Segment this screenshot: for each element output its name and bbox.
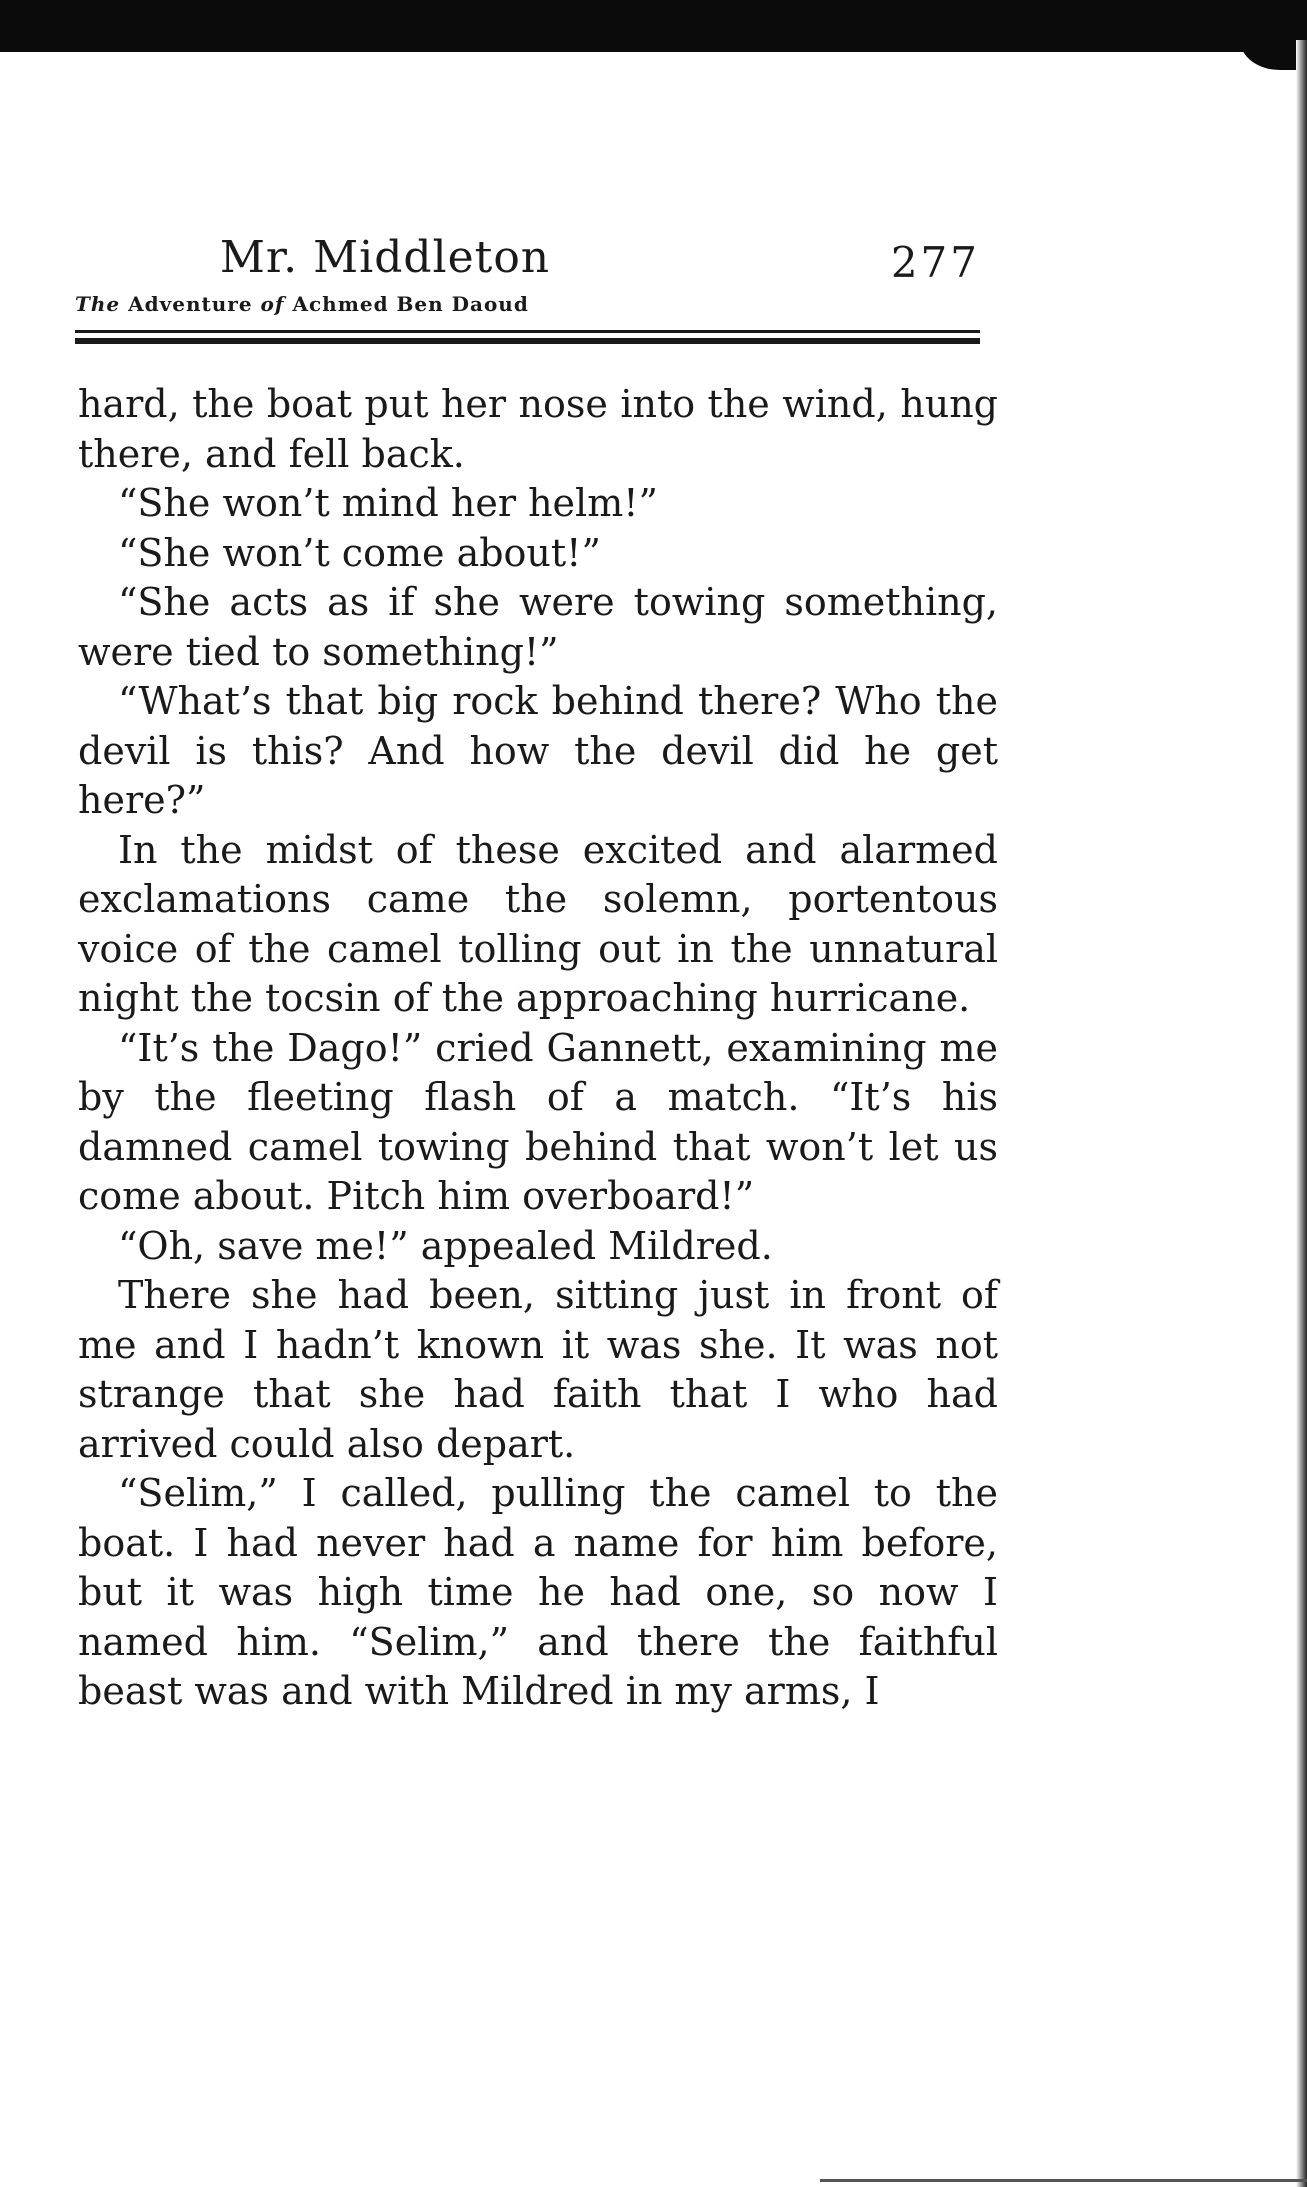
chapter-subhead <box>75 292 529 316</box>
paragraph: There she had been, sitting just in front of me and I hadn’t known it was she. It was not strange that she had faith that I who had arrived could also depart. <box>78 1273 998 1466</box>
subhead-name: Achmed Ben Daoud <box>292 292 529 316</box>
header-rule-thick <box>75 338 980 344</box>
paragraph: hard, the boat put her nose into the wind, hung there, and fell back. <box>78 382 998 476</box>
paragraph: “Selim,” I called, pulling the camel to the boat. I had never had a name for him before, but it was high time he had one, so now I named him. “Selim,” and there the faithful beast was and with Mildred in my arms, I <box>78 1471 998 1713</box>
paragraph: “She acts as if she were towing something, were tied to something!” <box>78 580 998 674</box>
running-head <box>75 232 980 362</box>
scan-top-border <box>0 0 1307 52</box>
page-number: 277 <box>890 238 980 287</box>
page-title: Mr. Middleton <box>219 232 551 283</box>
subhead-adventure: Adventure <box>128 292 253 316</box>
paragraph: “It’s the Dago!” cried Gannett, examining me by the fleeting flash of a match. “It’s his damned camel towing behind that won’t let us come about. Pitch him overboard!” <box>78 1025 998 1218</box>
subhead-of: of <box>260 292 285 316</box>
subhead-the: The <box>75 292 121 316</box>
paragraph: “She won’t come about!” <box>118 530 601 575</box>
paragraph: In the midst of these excited and alarmed exclamations came the solemn, portentous voice of the camel tolling out in the unnatural night the tocsin of the approaching hurricane. <box>78 827 998 1020</box>
paragraph: “What’s that big rock behind there? Who the devil is this? And how the devil did he get here?” <box>78 679 998 822</box>
header-rule-thin <box>75 330 980 333</box>
body-text <box>78 380 998 1717</box>
paragraph: “She won’t mind her helm!” <box>118 481 658 525</box>
scan-right-border <box>1296 40 1307 2187</box>
scan-bottom-border <box>820 2179 1307 2182</box>
paragraph: “Oh, save me!” appealed Mildred. <box>118 1223 773 1268</box>
